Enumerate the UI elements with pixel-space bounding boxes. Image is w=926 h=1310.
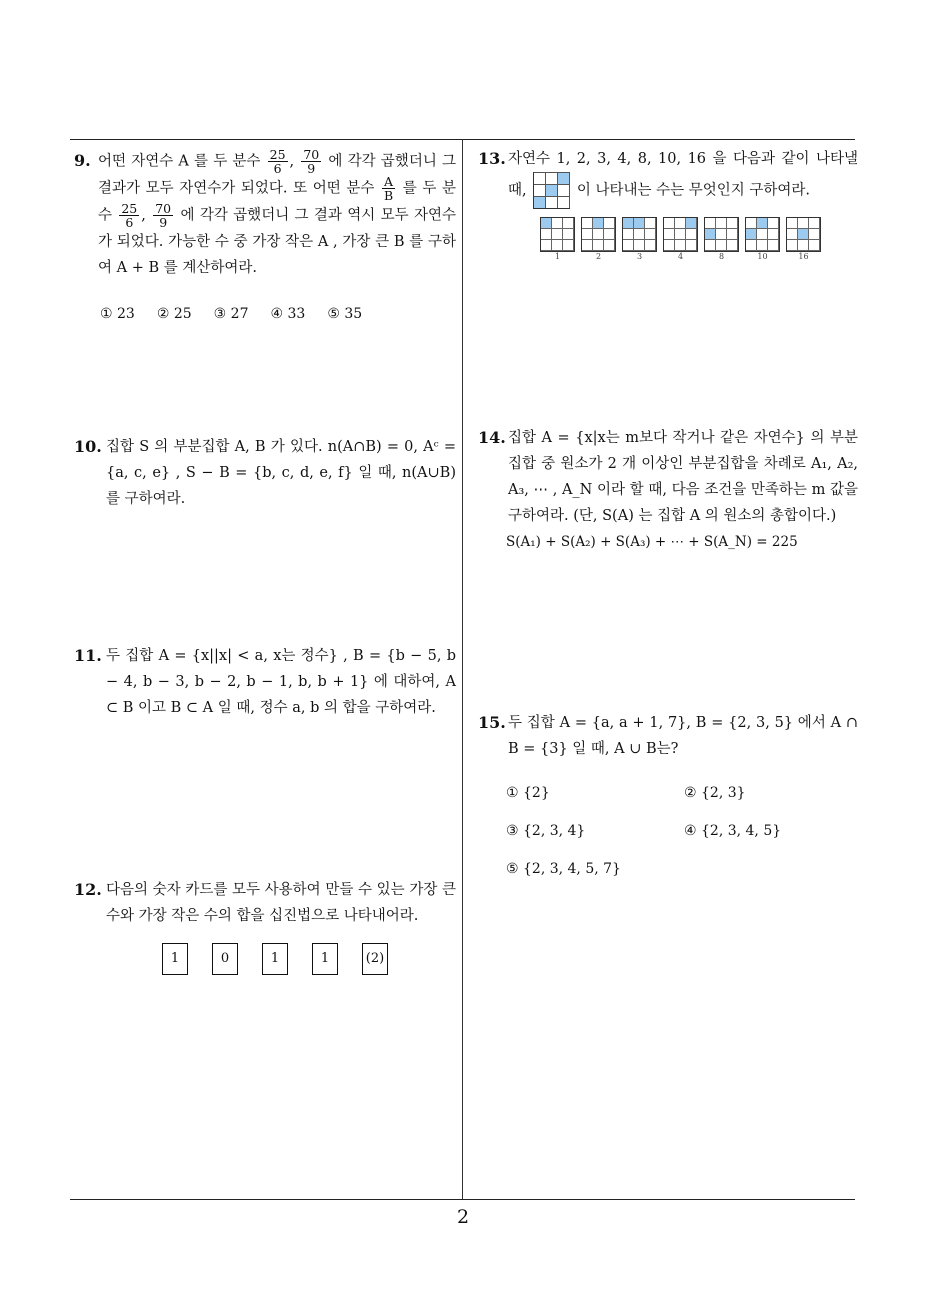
problem-14 bbox=[478, 425, 858, 555]
answer-choices bbox=[478, 780, 858, 882]
problem-13 bbox=[478, 146, 858, 262]
grid-example: 8 bbox=[704, 217, 739, 262]
problem-text: 다음의 숫자 카드를 모두 사용하여 만들 수 있는 가장 큰 수와 가장 작은 수의 합을 십진법으로 나타내어라. bbox=[106, 882, 456, 924]
choice-5[interactable]: ⑤ {2, 3, 4, 5, 7} bbox=[506, 861, 621, 877]
problem-text: 자연수 1, 2, 3, 4, 8, 10, 16 을 다음과 같이 나타낼 때, 이 나타내는 수는 무엇인지 구하여라. bbox=[478, 146, 858, 209]
grid-example: 2 bbox=[581, 217, 616, 262]
grid-example: 4 bbox=[663, 217, 698, 262]
bottom-rule bbox=[70, 1199, 855, 1200]
number-card: 0 bbox=[212, 943, 238, 975]
problem-number: 10. bbox=[74, 437, 102, 456]
problem-text: 집합 S 의 부분집합 A, B 가 있다. n(A∩B) = 0, Aᶜ = {a, c, e} , S − B = {b, c, d, e, f} 일 때, n(A∪B) 를 구하여라. bbox=[106, 439, 456, 507]
choice-4[interactable]: ④ {2, 3, 4, 5} bbox=[684, 823, 782, 839]
choice-5[interactable]: ⑤ 35 bbox=[327, 306, 363, 322]
problem-text: 두 집합 A = {x||x| < a, x는 정수} , B = {b − 5, b − 4, b − 3, b − 2, b − 1, b, b + 1} 에 대하여, A ⊂ B 이고 B ⊂ A 일 때, 정수 a, b 의 합을 구하여라. bbox=[106, 648, 456, 716]
choice-3[interactable]: ③ {2, 3, 4} bbox=[506, 823, 586, 839]
number-card: 1 bbox=[262, 943, 288, 975]
problem-9 bbox=[74, 148, 456, 327]
number-card: (2) bbox=[362, 943, 388, 975]
problem-11 bbox=[74, 643, 456, 721]
choice-1[interactable]: ① {2} bbox=[506, 785, 550, 801]
page-number: 2 bbox=[456, 1206, 470, 1228]
grid-example: 10 bbox=[745, 217, 780, 262]
fraction: $\frac{25}{6}$ bbox=[121, 201, 138, 230]
fraction: $\frac{A}{B}$ bbox=[383, 174, 394, 203]
number-cards bbox=[74, 943, 456, 975]
problem-text: 집합 A = {x|x는 m보다 작거나 같은 자연수} 의 부분집합 중 원소가 2 개 이상인 부분집합을 차례로 A₁, A₂, A₃, ⋯ , A_N 이라 할 때, 다음 조건을 만족하는 m 값을 구하여라. (단, S(A) 는 집합 A 의 원소의 총합이다.) bbox=[508, 430, 858, 524]
column-divider bbox=[462, 139, 463, 1200]
problem-10 bbox=[74, 434, 456, 512]
condition-equation: S(A₁) + S(A₂) + S(A₃) + ⋯ + S(A_N) = 225 bbox=[506, 534, 798, 550]
target-grid-figure bbox=[533, 172, 570, 209]
choice-3[interactable]: ③ 27 bbox=[213, 306, 249, 322]
number-card: 1 bbox=[312, 943, 338, 975]
problem-text: 어떤 자연수 A 를 두 분수 $\frac{25}{6}$ , $\frac{70}{9}$ 에 각각 곱했더니 그 결과가 모두 자연수가 되었다. 또 어떤 분수 $\frac{A}{B}$ 를 두 분수 $\frac{25}{6}$ , $\frac{70}{9}$ 에 각각 곱했더니 그 결과 역시 모두 자연수가 되었다. 가능한 수 중 가장 작은 A , 가장 큰 B 를 구하여 A + B 를 계산하여라. bbox=[98, 147, 457, 276]
example-grids bbox=[478, 217, 858, 262]
grid-example: 3 bbox=[622, 217, 657, 262]
problem-number: 9. bbox=[74, 151, 91, 170]
grid-example: 16 bbox=[786, 217, 821, 262]
choice-4[interactable]: ④ 33 bbox=[270, 306, 306, 322]
answer-choices bbox=[74, 301, 456, 327]
fraction: $\frac{70}{9}$ bbox=[155, 201, 172, 230]
choice-2[interactable]: ② {2, 3} bbox=[684, 785, 746, 801]
choice-2[interactable]: ② 25 bbox=[156, 306, 192, 322]
problem-15 bbox=[478, 710, 858, 882]
problem-number: 13. bbox=[478, 149, 506, 168]
problem-12 bbox=[74, 877, 456, 975]
fraction: $\frac{25}{6}$ bbox=[269, 147, 286, 176]
problem-number: 14. bbox=[478, 428, 506, 447]
problem-number: 11. bbox=[74, 646, 102, 665]
grid-example: 1 bbox=[540, 217, 575, 262]
problem-number: 15. bbox=[478, 713, 506, 732]
number-card: 1 bbox=[162, 943, 188, 975]
fraction: $\frac{70}{9}$ bbox=[303, 147, 320, 176]
choice-1[interactable]: ① 23 bbox=[100, 306, 135, 322]
problem-text: 두 집합 A = {a, a + 1, 7}, B = {2, 3, 5} 에서 A ∩ B = {3} 일 때, A ∪ B는? bbox=[508, 715, 858, 757]
problem-number: 12. bbox=[74, 880, 102, 899]
